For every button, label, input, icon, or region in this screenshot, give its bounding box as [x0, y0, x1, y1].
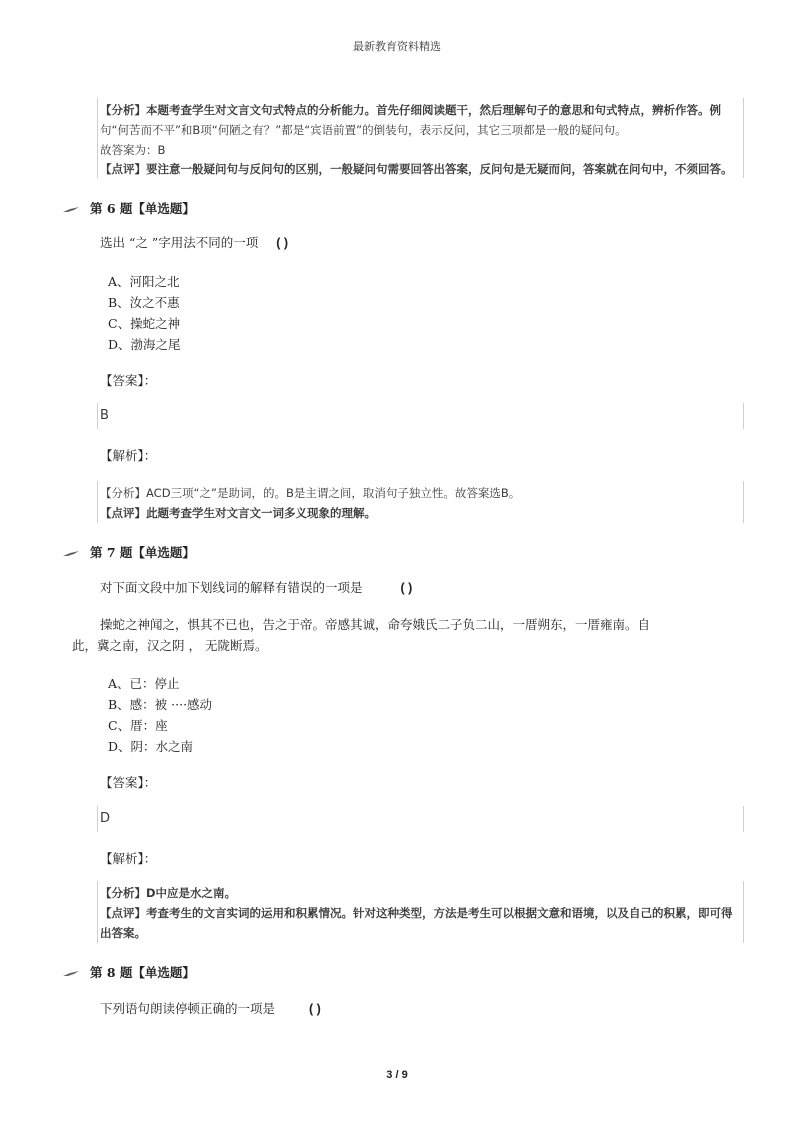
- analysis-label: 【解析】：: [100, 448, 157, 463]
- answer-value: D: [100, 811, 111, 826]
- analysis-line: 句“何苦而不平”和B项“何陋之有？”都是“宾语前置”的倒装句，表示反问，其它三项都是一般的疑问句。: [100, 123, 627, 137]
- answer-box: [97, 806, 744, 832]
- question-7-heading: [62, 543, 195, 561]
- answer-blank: ( ): [400, 581, 413, 595]
- option-b[interactable]: B、汝之不惠: [108, 295, 180, 310]
- passage-line: 操蛇之神闻之，惧其不已也，告之于帝。帝感其诚，命夸娥氏二子负二山，一厝朔东，一厝雍南。自: [100, 617, 651, 632]
- page-header-title: 最新教育资料精选: [353, 40, 441, 53]
- prev-analysis-box: [97, 98, 744, 178]
- option-c[interactable]: C、厝：座: [108, 718, 168, 733]
- option-c[interactable]: C、操蛇之神: [108, 316, 181, 331]
- answer-box: [97, 403, 744, 429]
- analysis-line: 【点评】要注意一般疑问句与反问句的区别，一般疑问句需要回答出答案，反问句是无疑而问，答案就在问句中，不须回答。: [100, 162, 733, 176]
- pen-icon: [62, 206, 80, 214]
- pen-icon: [62, 550, 80, 558]
- question-7-title: 第 7 题【单选题】: [90, 545, 195, 560]
- option-d[interactable]: D、渤海之尾: [108, 337, 181, 352]
- passage-line: 此，冀之南，汉之阴 ， 无陇断焉。: [72, 638, 268, 653]
- question-7-stem-text: 对下面文段中加下划线词的解释有错误的一项是: [100, 580, 363, 595]
- analysis-line: 【点评】考查考生的文言实词的运用和积累情况。针对这种类型，方法是考生可以根据文意和语境，以及自己的积累，即可得: [100, 906, 733, 920]
- analysis-box: [97, 881, 744, 943]
- page-number: 3 / 9: [386, 1069, 408, 1081]
- question-8-stem-text: 下列语句朗读停顿正确的一项是: [100, 1001, 276, 1016]
- answer-label: 【答案】：: [100, 373, 157, 388]
- question-6-heading: [62, 199, 195, 217]
- analysis-line: 【分析】D中应是水之南。: [100, 886, 237, 900]
- analysis-line: 故答案为：B: [100, 143, 166, 157]
- pen-icon: [62, 970, 80, 978]
- answer-label: 【答案】：: [100, 775, 157, 790]
- question-6-stem-text: 选出 “之 ”字用法不同的一项: [100, 235, 259, 250]
- option-a[interactable]: A、河阳之北: [108, 274, 180, 289]
- question-8-title: 第 8 题【单选题】: [90, 965, 195, 980]
- question-6-title: 第 6 题【单选题】: [90, 201, 195, 216]
- analysis-line: 【分析】ACD三项“之”是助词，的。B是主谓之间，取消句子独立性。故答案选B。: [100, 486, 521, 500]
- analysis-line: 【点评】此题考查学生对文言文一词多义现象的理解。: [100, 506, 376, 520]
- answer-value: B: [100, 408, 109, 423]
- option-a[interactable]: A、已：停止: [108, 676, 180, 691]
- analysis-box: [97, 481, 744, 523]
- option-d[interactable]: D、阴：水之南: [108, 739, 194, 754]
- analysis-label: 【解析】：: [100, 851, 157, 866]
- answer-blank: ( ): [276, 236, 289, 250]
- question-8-heading: [62, 963, 195, 981]
- question-8-stem: [100, 999, 321, 1017]
- option-b[interactable]: B、感：被 ····感动: [108, 697, 213, 712]
- question-7-stem: [100, 578, 412, 596]
- answer-blank: ( ): [309, 1002, 321, 1016]
- analysis-line: 出答案。: [100, 926, 146, 940]
- analysis-line: 【分析】本题考查学生对文言文句式特点的分析能力。首先仔细阅读题干，然后理解句子的意思和句式特点，辨析作答。例: [100, 103, 721, 117]
- question-6-stem: [100, 233, 288, 251]
